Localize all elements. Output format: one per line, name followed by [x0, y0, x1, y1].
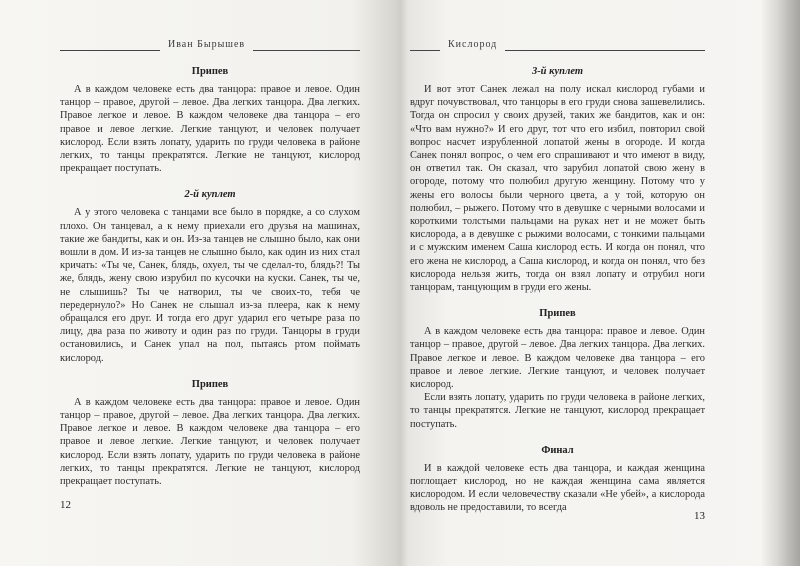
right-running-head: [410, 38, 705, 51]
section-heading: Припев: [539, 308, 576, 320]
paragraph: И вот этот Санек лежал на полу искал кислород губами и вдруг почувствовал, что танцоры в его груди снова зашевелились. Тогда он спросил у своих друзей, таких же бандитов, как и он: «Что вам нужно?» И его друг, тот что его избил, повторил свой вопрос насчет изрубленной лопатой жены в огороде. И когда Санек понял вопрос, о чем его спрашивают и что имеют в виду, он ответил так. Он сказал, что зарубил лопатой свою жену в огороде, потому что полюбил другую женщину. Потому что у жены его волосы были черного цвета, а у той, которую он полюбил, – рыжего. Потому что в девушке с черными волосами и короткими толстыми пальцами на руках нет и не может быть кислорода, а в девушке с рыжими волосами, с тонкими пальцами и с мужским именем Саша кислород есть. И когда он понял, что его жена не кислород, а Саша кислород, и когда он понял, что без кислорода нельзя жить, тогда он взял лопату и отрубил ноги танцорам, танцующим в груди его жены.: [410, 84, 705, 294]
paragraph: Если взять лопату, ударить по груди человека в районе легких, то танцы прекратятся. Легкие не танцуют, кислород прекращает поступать.: [410, 392, 705, 430]
running-head-rule: [410, 50, 440, 51]
page-number: 13: [694, 510, 705, 522]
section-heading: 3-й куплет: [531, 66, 584, 77]
running-head-rule: [505, 50, 705, 51]
paragraph: А в каждом человеке есть два танцора: правое и левое. Один танцор – правое, другой – левое. Два легких танцора. Два легких. Правое легкое и левое. В каждом человеке два танцора – его правое и левое легкие. Легкие танцуют, и человек получает кислород.: [410, 326, 705, 391]
paragraph: И в каждой человеке есть два танцора, и каждая женщина поглощает кислород, но не каждая женщина сама является кислородом. И если человечеству сказали «Не убей», а кислорода вдоволь не предоставили, то всегда: [410, 462, 705, 514]
page-edge: [762, 0, 800, 566]
left-page-body: [60, 64, 360, 488]
paragraph: А у этого человека с танцами все было в порядке, а со слухом плохо. Он танцевал, а к нему приехали его друзья на машинах, такие же бандиты, как и он. Из-за танцев не слышно было, как они вошли в дом. И из-за танцев не слышно было, как один из них стал кричать: «Ты че, Санек, блядь, охуел, ты че сделал-то, блядь?! Ты же, блядь, жену свою изрубил по кусочки на куски. Санек, ты че, не слышишь? Ты че натворил, ты че своих-то, тебя че передернуло?» Но Санек не слышал из-за плеера, как к нему обращался его друг. И тогда его друг ударил его четыре раза по лицу, два раза по животу и один раз по груди. Танцоры в груди остановились, и Санек упал на пол, пытаясь ртом поймать кислород.: [60, 207, 360, 364]
running-head-rule: [60, 50, 160, 51]
page-number: 12: [60, 499, 71, 511]
right-page: [410, 0, 705, 566]
paragraph: А в каждом человеке есть два танцора: правое и левое. Один танцор – правое, другой – левое. Два легких танцора. Два легких. Правое легкое и левое. В каждом человеке два танцора – его правое и левое легкие. Легкие танцуют, и человек получает кислород. Если взять лопату, ударить по груди человека в районе легких, то танцы прекратятся. Легкие не танцуют, кислород прекращает поступать.: [60, 396, 360, 488]
book-title: Кислород: [448, 39, 498, 50]
author-name: Иван Бырышев: [168, 39, 246, 50]
left-page: [60, 0, 360, 566]
section-heading: 2-й куплет: [184, 189, 236, 201]
right-page-body: [410, 64, 705, 515]
running-head-rule: [253, 50, 360, 51]
paragraph: А в каждом человеке есть два танцора: правое и левое. Один танцор – правое, другой – левое. Два легких танцора. Два легких. Правое легкое и левое. В каждом человеке два танцора – его правое и левое легкие. Легкие танцуют, и человек получает кислород. Если взять лопату, ударить по груди человека в районе легких, то танцы прекратятся. Легкие не танцуют, кислород прекращает поступать.: [60, 84, 360, 175]
section-heading: Припев: [191, 66, 229, 77]
section-heading: Финал: [541, 444, 574, 456]
left-running-head: [60, 38, 360, 51]
section-heading: Припев: [191, 378, 229, 390]
